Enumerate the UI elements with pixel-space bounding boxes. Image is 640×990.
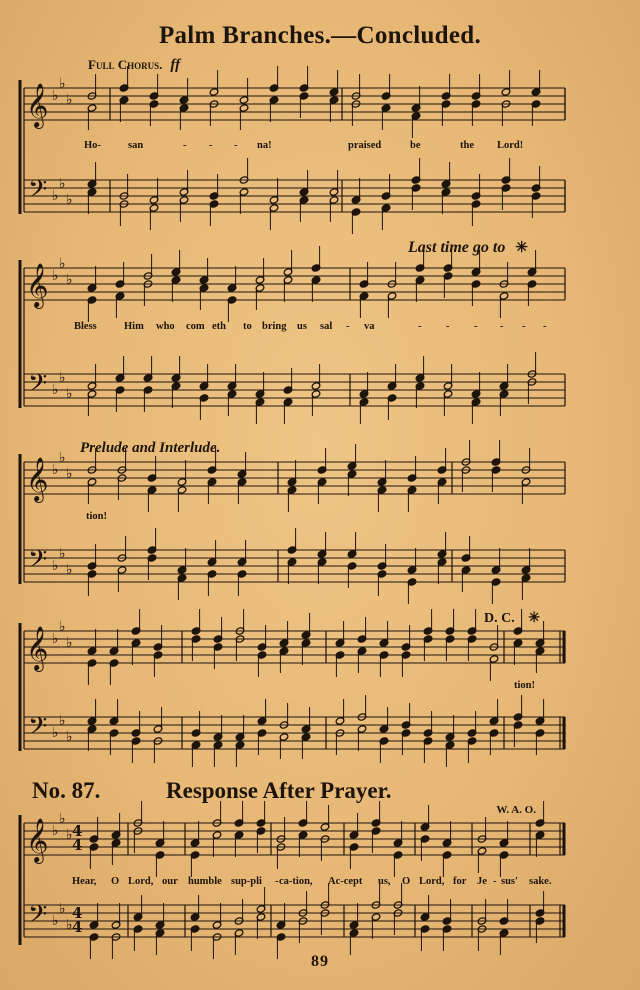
flat-sign-icon: ♭: [66, 192, 73, 208]
treble-clef-icon: 𝄞: [26, 83, 49, 127]
lyric-word: va: [364, 321, 375, 332]
lyric-word: Ac-cept: [328, 876, 363, 887]
time-signature: 4: [72, 836, 83, 854]
flat-sign-icon: ♭: [66, 635, 73, 651]
bass-clef-icon: 𝄢: [28, 175, 48, 210]
flat-sign-icon: ♭: [52, 462, 59, 478]
lyric-word: -: [493, 876, 497, 887]
flat-sign-icon: ♭: [59, 546, 66, 562]
lyric-word: who: [156, 321, 175, 332]
lyric-word: sake.: [529, 876, 552, 887]
lyric-word: -: [275, 876, 279, 887]
lyric-word: tion!: [514, 680, 535, 691]
bass-clef-icon: 𝄢: [28, 900, 48, 935]
lyric-word: the: [460, 140, 474, 151]
flat-sign-icon: ♭: [59, 76, 66, 92]
lyric-word: Lord,: [419, 876, 445, 887]
lyric-word: to: [243, 321, 252, 332]
flat-sign-icon: ♭: [52, 913, 59, 929]
flat-sign-icon: ♭: [66, 827, 73, 843]
flat-sign-icon: ♭: [66, 466, 73, 482]
flat-sign-icon: ♭: [66, 729, 73, 745]
flat-sign-icon: ♭: [59, 901, 66, 917]
flat-sign-icon: ♭: [52, 823, 59, 839]
flat-sign-icon: ♭: [66, 92, 73, 108]
bass-clef-icon: 𝄢: [28, 712, 48, 747]
lyric-word: sal: [320, 321, 333, 332]
lyric-word: O: [402, 876, 411, 887]
bass-clef-icon: 𝄢: [28, 369, 48, 404]
flat-sign-icon: ♭: [66, 917, 73, 933]
lyric-word: Hear,: [72, 876, 97, 887]
lyric-word: us,: [378, 876, 391, 887]
flat-sign-icon: ♭: [59, 370, 66, 386]
lyric-word: Je: [477, 876, 487, 887]
star-sign-icon: ✳: [528, 611, 540, 626]
lyric-word: -: [346, 321, 350, 332]
flat-sign-icon: ♭: [59, 713, 66, 729]
lyric-word: na!: [257, 140, 272, 151]
lyric-word: humble: [188, 876, 222, 887]
hymn-number: No. 87.: [32, 778, 101, 803]
flat-sign-icon: ♭: [59, 619, 66, 635]
da-capo-marking: [484, 610, 540, 627]
lyric-word: -: [500, 321, 504, 332]
lyric-word: bring: [262, 321, 287, 332]
lyric-word: -: [418, 321, 422, 332]
time-signature: 4: [72, 904, 83, 922]
lyric-word: Lord!: [497, 140, 524, 151]
lyric-word: san: [128, 140, 144, 151]
lyric-word: -: [446, 321, 450, 332]
bass-clef-icon: 𝄢: [28, 545, 48, 580]
full-chorus-marking: [88, 56, 180, 74]
dc-text: D. C.: [484, 611, 515, 626]
flat-sign-icon: ♭: [52, 268, 59, 284]
lyric-word: Lord,: [128, 876, 154, 887]
lyric-word: eth: [212, 321, 226, 332]
lyric-word: sus': [501, 876, 518, 887]
lyric-word: -: [474, 321, 478, 332]
page-number: 89: [311, 953, 329, 970]
lyric-word: -: [234, 140, 238, 151]
flat-sign-icon: ♭: [52, 725, 59, 741]
lyric-word: be: [410, 140, 421, 151]
treble-clef-icon: 𝄞: [26, 818, 49, 862]
lyric-word: -: [543, 321, 547, 332]
time-signature: 4: [72, 822, 83, 840]
flat-sign-icon: ♭: [52, 558, 59, 574]
lyric-word: praised: [348, 140, 382, 151]
hymn-author-initials: W. A. O.: [496, 804, 536, 816]
page-title: Palm Branches.—Concluded.: [158, 22, 482, 49]
flat-sign-icon: ♭: [66, 386, 73, 402]
lyric-word: Bless: [74, 321, 97, 332]
lyric-word: sup-pli: [231, 876, 262, 887]
direction-text: Last time go to: [408, 239, 506, 256]
flat-sign-icon: ♭: [59, 811, 66, 827]
direction-last-time: [408, 238, 528, 257]
star-sign-icon: ✳: [515, 240, 528, 256]
lyric-word: -: [522, 321, 526, 332]
lyric-word: -: [209, 140, 213, 151]
lyric-word: tion!: [86, 511, 107, 522]
time-signature: 4: [72, 918, 83, 936]
flat-sign-icon: ♭: [52, 88, 59, 104]
flat-sign-icon: ♭: [66, 272, 73, 288]
lyric-word: O: [111, 876, 120, 887]
lyric-word: Ho-: [84, 140, 101, 151]
lyric-word: our: [162, 876, 178, 887]
flat-sign-icon: ♭: [66, 562, 73, 578]
flat-sign-icon: ♭: [59, 256, 66, 272]
lyric-word: -: [183, 140, 187, 151]
direction-prelude-interlude: Prelude and Interlude.: [80, 440, 221, 456]
lyric-word: Him: [124, 321, 144, 332]
flat-sign-icon: ♭: [59, 450, 66, 466]
hymn-title: Response After Prayer.: [166, 778, 392, 803]
lyric-word: ca-tion,: [279, 876, 313, 887]
flat-sign-icon: ♭: [52, 631, 59, 647]
flat-sign-icon: ♭: [52, 382, 59, 398]
flat-sign-icon: ♭: [52, 188, 59, 204]
treble-clef-icon: 𝄞: [26, 263, 49, 307]
flat-sign-icon: ♭: [59, 176, 66, 192]
lyric-word: com: [186, 321, 205, 332]
dynamic-fortissimo: ff: [170, 57, 181, 73]
treble-clef-icon: 𝄞: [26, 626, 49, 670]
lyric-word: for: [453, 876, 467, 887]
lyric-word: us: [297, 321, 307, 332]
full-chorus-label: Full Chorus.: [88, 57, 163, 72]
treble-clef-icon: 𝄞: [26, 457, 49, 501]
